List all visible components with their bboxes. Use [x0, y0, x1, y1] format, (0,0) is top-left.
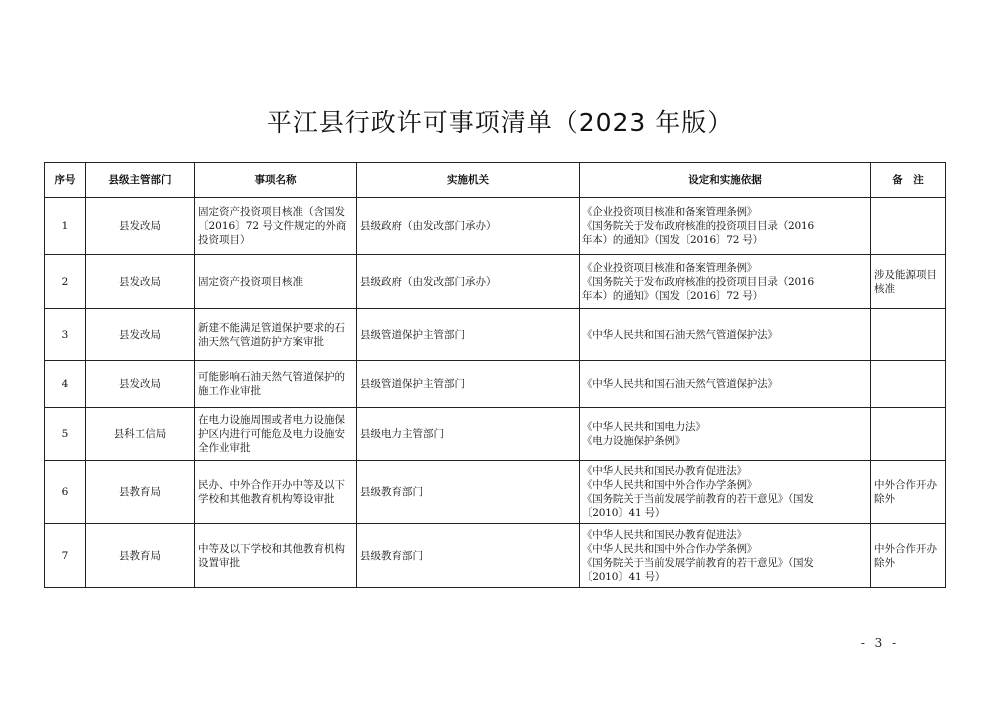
cell-dept: 县教育局 [86, 524, 195, 588]
basis-line: 《中华人民共和国石油天然气管道保护法》 [582, 378, 778, 390]
cell-dept: 县发改局 [86, 198, 195, 255]
basis-line: 《国务院关于发布政府核准的投资项目目录（2016 [582, 220, 814, 232]
basis-line: 《中华人民共和国中外合作办学条例》 [582, 542, 758, 555]
cell-item: 固定资产投资项目核准（含国发〔2016〕72 号文件规定的外商投资项目） [195, 198, 357, 255]
cell-org: 县级电力主管部门 [357, 408, 580, 461]
table-row [45, 198, 946, 255]
cell-org: 县级管道保护主管部门 [357, 309, 580, 361]
document-title: 平江县行政许可事项清单（2023 年版） [266, 108, 734, 137]
basis-line: 《国务院关于当前发展学前教育的若干意见》（国发 [582, 556, 814, 569]
basis-line: 《企业投资项目核准和备案管理条例》 [582, 206, 758, 218]
cell-seq: 4 [45, 361, 86, 408]
basis-line: 年本）的通知》（国发〔2016〕72 号） [582, 289, 763, 302]
cell-dept: 县发改局 [86, 255, 195, 309]
cell-note [871, 408, 946, 461]
cell-basis [580, 361, 871, 408]
cell-org: 县级教育部门 [357, 461, 580, 524]
header-seq: 序号 [45, 163, 86, 198]
cell-dept: 县发改局 [86, 361, 195, 408]
page-number: - 3 - [860, 636, 900, 650]
basis-line: 〔2010〕41 号） [582, 507, 666, 519]
basis-line: 《中华人民共和国中外合作办学条例》 [582, 479, 758, 491]
cell-org: 县级管道保护主管部门 [357, 361, 580, 408]
header-item: 事项名称 [195, 163, 357, 198]
cell-basis [580, 461, 871, 524]
cell-org: 县级教育部门 [357, 524, 580, 588]
basis-line: 《中华人民共和国石油天然气管道保护法》 [582, 328, 778, 341]
header-note: 备 注 [871, 163, 946, 198]
cell-basis [580, 309, 871, 361]
cell-item: 可能影响石油天然气管道保护的施工作业审批 [195, 361, 357, 408]
basis-line: 《中华人民共和国民办教育促进法》 [582, 465, 747, 477]
cell-basis [580, 198, 871, 255]
cell-basis [580, 524, 871, 588]
cell-note: 涉及能源项目核准 [871, 255, 946, 309]
cell-item: 固定资产投资项目核准 [195, 255, 357, 309]
header-org: 实施机关 [357, 163, 580, 198]
cell-basis [580, 255, 871, 309]
cell-note [871, 198, 946, 255]
basis-line: 《企业投资项目核准和备案管理条例》 [582, 261, 758, 274]
cell-basis [580, 408, 871, 461]
table-row [45, 255, 946, 309]
cell-note [871, 309, 946, 361]
basis-line: 《电力设施保护条例》 [582, 435, 685, 447]
cell-item: 新建不能满足管道保护要求的石油天然气管道防护方案审批 [195, 309, 357, 361]
table-row [45, 361, 946, 408]
cell-seq: 7 [45, 524, 86, 588]
cell-item: 民办、中外合作开办中等及以下学校和其他教育机构筹设审批 [195, 461, 357, 524]
basis-line: 年本）的通知》（国发〔2016〕72 号） [582, 234, 763, 246]
table-row [45, 524, 946, 588]
basis-line: 《国务院关于发布政府核准的投资项目目录（2016 [582, 275, 814, 288]
table-row [45, 309, 946, 361]
cell-seq: 3 [45, 309, 86, 361]
cell-dept: 县科工信局 [86, 408, 195, 461]
cell-item: 中等及以下学校和其他教育机构设置审批 [195, 524, 357, 588]
header-basis: 设定和实施依据 [580, 163, 871, 198]
table-row [45, 461, 946, 524]
basis-line: 《中华人民共和国民办教育促进法》 [582, 528, 747, 541]
cell-note [871, 361, 946, 408]
cell-item: 在电力设施周围或者电力设施保护区内进行可能危及电力设施安全作业审批 [195, 408, 357, 461]
cell-org: 县级政府（由发改部门承办） [357, 198, 580, 255]
cell-seq: 1 [45, 198, 86, 255]
basis-line: 《国务院关于当前发展学前教育的若干意见》（国发 [582, 493, 814, 505]
basis-line: 《中华人民共和国电力法》 [582, 421, 706, 433]
cell-seq: 6 [45, 461, 86, 524]
cell-note: 中外合作开办除外 [871, 524, 946, 588]
cell-seq: 5 [45, 408, 86, 461]
header-dept: 县级主管部门 [86, 163, 195, 198]
cell-dept: 县发改局 [86, 309, 195, 361]
basis-line: 〔2010〕41 号） [582, 570, 666, 583]
cell-dept: 县教育局 [86, 461, 195, 524]
cell-note: 中外合作开办除外 [871, 461, 946, 524]
permit-list-table [44, 162, 946, 588]
cell-org: 县级政府（由发改部门承办） [357, 255, 580, 309]
table-row [45, 408, 946, 461]
table-header-row [45, 163, 946, 198]
cell-seq: 2 [45, 255, 86, 309]
